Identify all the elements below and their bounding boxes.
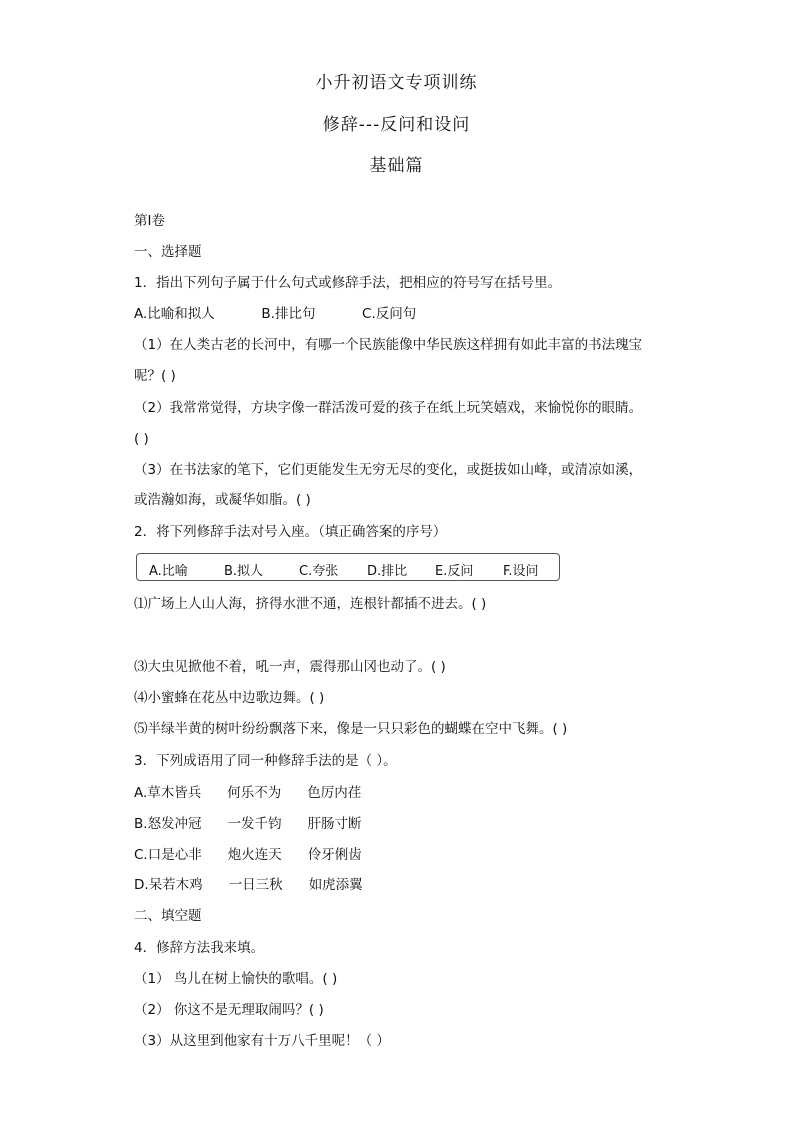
idiom: 怒发冲冠	[147, 816, 202, 832]
question-stem: 1．指出下列句子属于什么句式或修辞手法，把相应的符号写在括号里。	[134, 275, 562, 291]
option-letter: D.	[134, 877, 149, 893]
question-stem: 2．将下列修辞手法对号入座。（填正确答案的序号）	[134, 524, 447, 540]
question-item: （1）在人类古老的长河中，有哪一个民族能像中华民族这样拥有如此丰富的书法瑰宝	[134, 337, 643, 353]
option-row	[134, 305, 416, 323]
choice: C.夸张	[299, 564, 339, 579]
option: C.反问句	[362, 306, 417, 322]
question-item: （2） 你这不是无理取闹吗？( )	[134, 1002, 324, 1018]
option-row	[134, 876, 363, 894]
question-item: （1） 鸟儿在树上愉快的歌唱。( )	[134, 971, 338, 987]
idiom: 肝肠寸断	[307, 816, 362, 832]
doc-title: 小升初语文专项训练	[315, 73, 478, 93]
idiom: 一发千钧	[227, 816, 282, 832]
option-row	[134, 784, 361, 802]
option: B.排比句	[261, 306, 316, 322]
idiom: 何乐不为	[227, 785, 282, 801]
choice: D.排比	[367, 564, 408, 579]
idiom: 伶牙俐齿	[307, 847, 362, 863]
option-row	[134, 815, 362, 833]
option-letter: A.	[134, 785, 148, 801]
question-item: （3）从这里到他家有十万八千里呢！（ ）	[134, 1033, 390, 1049]
question-item: （3）在书法家的笔下，它们更能发生无穷无尽的变化，或挺拔如山峰，或清凉如溪，	[134, 462, 643, 478]
option: A.比喻和拟人	[134, 306, 215, 322]
doc-subtitle: 修辞---反问和设问	[322, 115, 471, 135]
choice-box	[136, 553, 560, 581]
question-stem: 4．修辞方法我来填。	[134, 940, 265, 956]
question-item: ⑶大虫见掀他不着，吼一声，震得那山冈也动了。( )	[134, 659, 446, 675]
idiom: 一日三秋	[228, 877, 283, 893]
question-item: ( )	[134, 431, 149, 447]
question-item: 或浩瀚如海，或凝华如脂。( )	[134, 492, 311, 508]
idiom: 草木皆兵	[147, 785, 202, 801]
choice: B.拟人	[224, 564, 264, 579]
section-heading: 一、选择题	[134, 244, 202, 260]
idiom: 口是心非	[147, 847, 202, 863]
idiom: 炮火连天	[227, 847, 282, 863]
volume-label: 第I卷	[134, 213, 165, 229]
question-item: 呢？( )	[134, 368, 176, 384]
question-item: ⑴广场上人山人海，挤得水泄不通，连根针都插不进去。( )	[134, 596, 487, 612]
idiom: 呆若木鸡	[148, 877, 203, 893]
option-row	[134, 846, 362, 864]
idiom: 如虎添翼	[308, 877, 363, 893]
section-heading: 二、填空题	[134, 908, 202, 924]
choice: A.比喻	[149, 564, 188, 579]
choice: E.反问	[435, 564, 474, 579]
option-letter: C.	[134, 847, 148, 863]
question-item: （2）我常常觉得，方块字像一群活泼可爱的孩子在纸上玩笑嬉戏，来愉悦你的眼睛。	[134, 400, 643, 416]
choice: F.设问	[503, 564, 539, 579]
idiom: 色厉内荏	[307, 785, 362, 801]
option-letter: B.	[134, 816, 148, 832]
question-item: ⑸半绿半黄的树叶纷纷飘落下来，像是一只只彩色的蝴蝶在空中飞舞。( )	[134, 721, 568, 737]
question-stem: 3．下列成语用了同一种修辞手法的是（ ）。	[134, 753, 397, 769]
doc-level: 基础篇	[369, 156, 424, 176]
question-item: ⑷小蜜蜂在花丛中边歌边舞。( )	[134, 690, 325, 706]
